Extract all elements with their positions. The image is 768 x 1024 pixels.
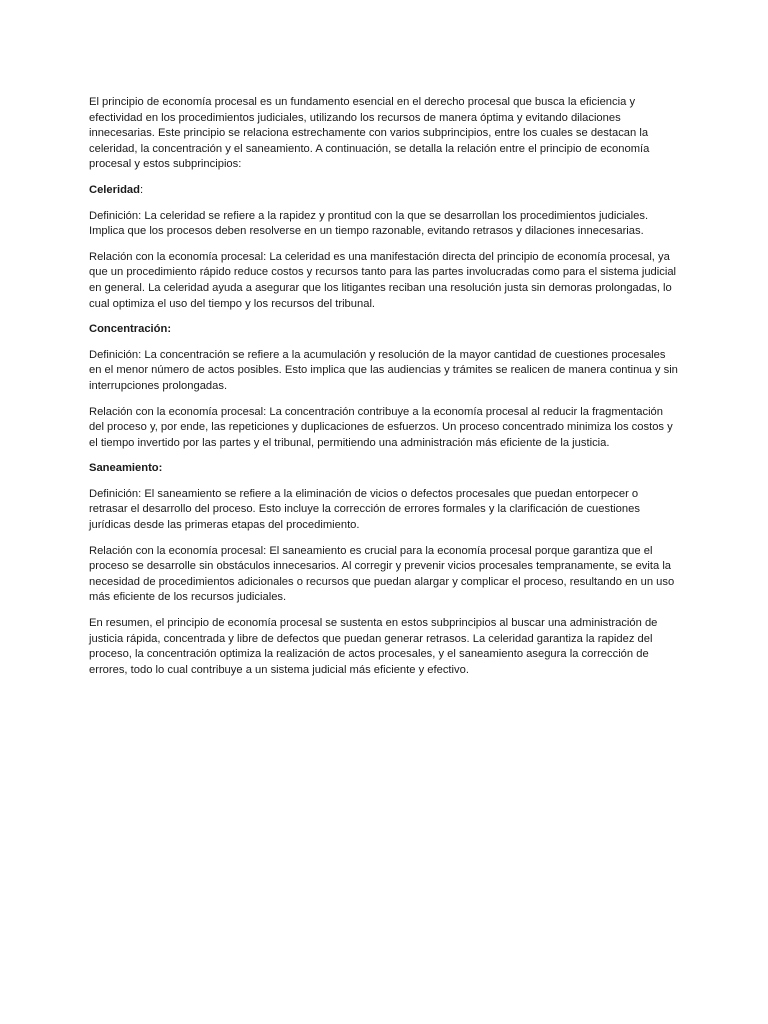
celeridad-relation: Relación con la economía procesal: La celeridad es una manifestación directa del principio de economía procesal, ya que un procedimiento rápido reduce costos y recursos tanto para las partes involucradas como para el sistema judicial en general. La celeridad ayuda a asegurar que los litigantes reciban una resolución justa sin demoras prolongadas, lo cual optimiza el uso del tiempo y los recursos del tribunal.: [89, 250, 677, 310]
section-heading-celeridad-suffix: :: [139, 183, 144, 196]
section-heading-celeridad-text: Celeridad: [89, 183, 140, 196]
section-heading-saneamiento: Saneamiento:: [89, 462, 163, 475]
section-heading-celeridad: [89, 183, 679, 199]
celeridad-definition: Definición: La celeridad se refiere a la rapidez y prontitud con la que se desarrollan los procedimientos judiciales. Implica que los procesos deben resolverse en un tiempo razonable, evitando retrasos y dilaciones innecesarias.: [89, 209, 649, 238]
document-page: [89, 95, 679, 688]
concentracion-definition: Definición: La concentración se refiere a la acumulación y resolución de la mayor cantidad de cuestiones procesales en el menor número de actos posibles. Esto implica que las audiencias y trámites se realicen de manera continua y sin interrupciones prolongadas.: [89, 348, 678, 392]
saneamiento-relation: Relación con la economía procesal: El saneamiento es crucial para la economía procesal porque garantiza que el proceso se desarrolle sin obstáculos innecesarios. Al corregir y prevenir vicios procesales tempranamente, se evita la necesidad de procedimientos adicionales o recursos que puedan alargar y complicar el proceso, resultando en un uso más eficiente de los recursos judiciales.: [89, 544, 675, 604]
intro-paragraph: El principio de economía procesal es un fundamento esencial en el derecho procesal que busca la eficiencia y efectividad en los procedimientos judiciales, utilizando los recursos de manera óptima y evitando dilaciones innecesarias. Este principio se relaciona estrechamente con varios subprincipios, entre los cuales se destacan la celeridad, la concentración y el saneamiento. A continuación, se detalla la relación entre el principio de economía procesal y estos subprincipios:: [89, 96, 650, 171]
conclusion-paragraph: En resumen, el principio de economía procesal se sustenta en estos subprincipios al buscar una administración de justicia rápida, concentrada y libre de defectos que puedan generar retrasos. La celeridad garantiza la rapidez del proceso, la concentración optimiza la realización de actos procesales, y el saneamiento asegura la corrección de errores, todo lo cual contribuye a un sistema judicial más eficiente y efectivo.: [89, 617, 658, 676]
saneamiento-definition: Definición: El saneamiento se refiere a la eliminación de vicios o defectos procesales que puedan entorpecer o retrasar el desarrollo del proceso. Esto incluye la corrección de errores formales y la clarificación de cuestiones jurídicas desde las primeras etapas del procedimiento.: [89, 487, 640, 532]
section-heading-concentracion: Concentración:: [89, 323, 172, 336]
concentracion-relation: Relación con la economía procesal: La concentración contribuye a la economía procesal al reducir la fragmentación del proceso y, por ende, las repeticiones y duplicaciones de esfuerzos. Un proceso concentrado minimiza los costos y el tiempo invertido por las partes y el tribunal, permitiendo una administración más eficiente de la justicia.: [89, 405, 673, 449]
